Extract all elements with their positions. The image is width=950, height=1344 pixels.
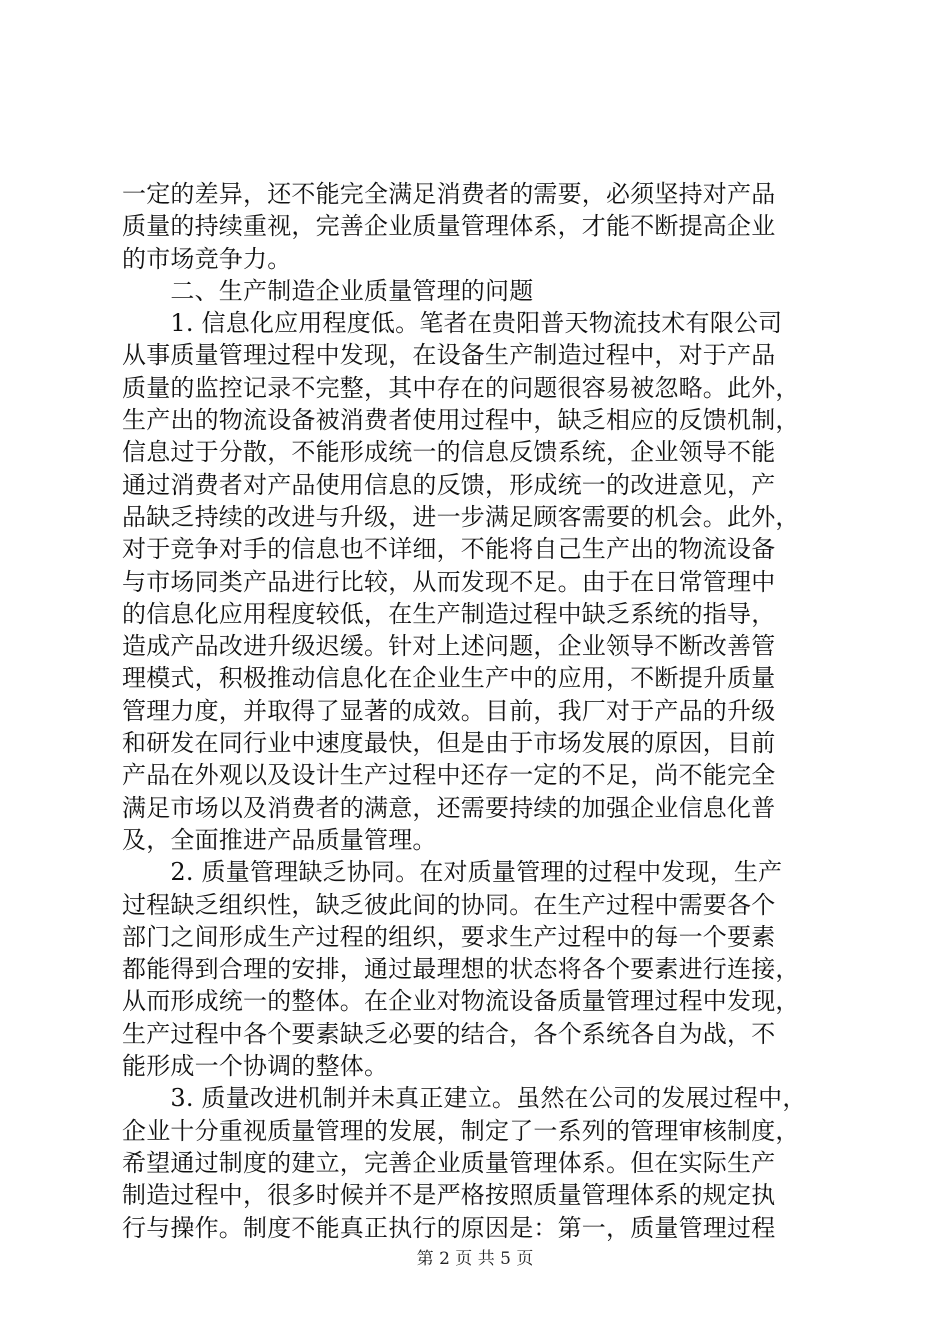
text-line: 一定的差异，还不能完全满足消费者的需要，必须坚持对产品 xyxy=(122,180,776,208)
section-heading: 二、生产制造企业质量管理的问题 xyxy=(122,276,534,305)
text-line: 企业十分重视质量管理的发展，制定了一系列的管理审核制度， xyxy=(122,1116,800,1145)
text-line: 2. 质量管理缺乏协同。在对质量管理的过程中发现，生产 xyxy=(122,858,783,887)
text-line: 对于竞争对手的信息也不详细，不能将自己生产出的物流设备 xyxy=(122,535,776,564)
text-line: 生产过程中各个要素缺乏必要的结合，各个系统各自为战，不 xyxy=(122,1019,776,1048)
text-line: 质量的持续重视，完善企业质量管理体系，才能不断提高企业 xyxy=(122,212,776,241)
text-line: 能形成一个协调的整体。 xyxy=(122,1052,389,1081)
text-line: 部门之间形成生产过程的组织，要求生产过程中的每一个要素 xyxy=(122,922,776,951)
text-line: 与市场同类产品进行比较，从而发现不足。由于在日常管理中 xyxy=(122,567,776,596)
text-line: 通过消费者对产品使用信息的反馈，形成统一的改进意见，产 xyxy=(122,470,776,499)
text-line: 满足市场以及消费者的满意，还需要持续的加强企业信息化普 xyxy=(122,793,776,822)
text-line: 品缺乏持续的改进与升级，进一步满足顾客需要的机会。此外， xyxy=(122,502,800,531)
text-line: 及，全面推进产品质量管理。 xyxy=(122,825,437,854)
text-line: 质量的监控记录不完整，其中存在的问题很容易被忽略。此外， xyxy=(122,373,800,402)
text-line: 过程缺乏组织性，缺乏彼此间的协同。在生产过程中需要各个 xyxy=(122,890,776,919)
body-text xyxy=(122,178,832,1244)
text-line: 行与操作。制度不能真正执行的原因是：第一，质量管理过程 xyxy=(122,1213,776,1242)
text-line: 信息过于分散，不能形成统一的信息反馈系统，企业领导不能 xyxy=(122,438,776,467)
text-line: 造成产品改进升级迟缓。针对上述问题，企业领导不断改善管 xyxy=(122,632,776,661)
text-line: 和研发在同行业中速度最快，但是由于市场发展的原因，目前 xyxy=(122,729,776,758)
text-line: 的信息化应用程度较低，在生产制造过程中缺乏系统的指导， xyxy=(122,599,776,628)
text-line: 从而形成统一的整体。在企业对物流设备质量管理过程中发现， xyxy=(122,987,800,1016)
text-line: 的市场竞争力。 xyxy=(122,244,292,273)
text-line: 理模式，积极推动信息化在企业生产中的应用，不断提升质量 xyxy=(122,664,776,693)
text-line: 都能得到合理的安排，通过最理想的状态将各个要素进行连接， xyxy=(122,955,800,984)
text-line: 3. 质量改进机制并未真正建立。虽然在公司的发展过程中， xyxy=(122,1084,807,1113)
text-line: 希望通过制度的建立，完善企业质量管理体系。但在实际生产 xyxy=(122,1148,776,1177)
text-line: 1. 信息化应用程度低。笔者在贵阳普天物流技术有限公司 xyxy=(122,309,783,338)
text-line: 产品在外观以及设计生产过程中还存一定的不足，尚不能完全 xyxy=(122,761,776,790)
text-line: 生产出的物流设备被消费者使用过程中，缺乏相应的反馈机制， xyxy=(122,406,800,435)
page-number-footer: 第 2 页 共 5 页 xyxy=(416,1249,534,1269)
text-line: 从事质量管理过程中发现，在设备生产制造过程中，对于产品 xyxy=(122,341,776,370)
text-line: 管理力度，并取得了显著的成效。目前，我厂对于产品的升级 xyxy=(122,696,776,725)
text-line: 制造过程中，很多时候并不是严格按照质量管理体系的规定执 xyxy=(122,1181,776,1210)
